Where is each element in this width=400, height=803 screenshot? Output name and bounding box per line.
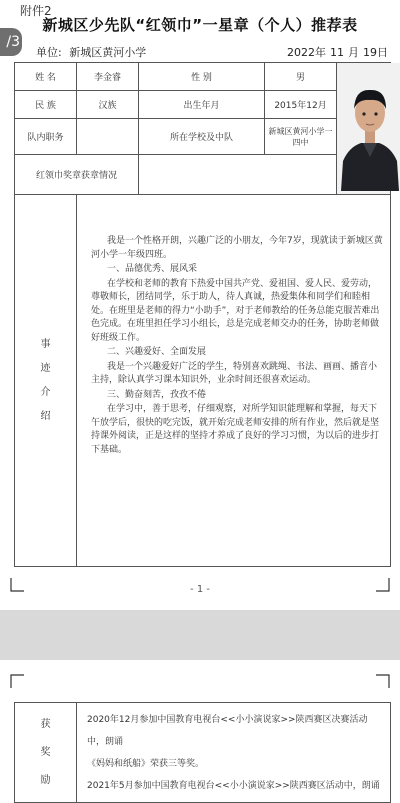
name-label: 姓 名 xyxy=(15,63,77,91)
student-photo xyxy=(337,63,391,195)
awards-label-char: 励 xyxy=(40,774,51,786)
award-line: 《妈妈和纸船》荣获三等奖。 xyxy=(87,759,205,769)
school-label: 所在学校及中队 xyxy=(139,119,265,155)
student-photo-image xyxy=(337,63,400,191)
awards-label-char: 获 xyxy=(40,718,51,730)
unit-label: 单位: xyxy=(36,46,62,59)
award-line: 2020年12月参加中国教育电视台<<小小演说家>>陕西赛区决赛活动中，朗诵 xyxy=(87,715,368,747)
deeds-heading: 三、勤奋刻苦，孜孜不倦 xyxy=(107,389,207,400)
awards-content xyxy=(77,703,391,803)
gender-label: 性 别 xyxy=(139,63,265,91)
deeds-label xyxy=(15,195,77,567)
awards-table xyxy=(14,702,391,803)
crop-mark-icon xyxy=(376,674,390,688)
deeds-paragraph: 我是一个性格开朗，兴趣广泛的小朋友，今年7岁，现就读于新城区黄河小学一年级四班。 xyxy=(91,236,383,260)
deeds-heading: 二、兴趣爱好、全面发展 xyxy=(107,347,207,357)
attachment-label: 附件2 xyxy=(20,4,52,18)
deeds-heading: 一、品德优秀、展风采 xyxy=(107,264,198,274)
position-label: 队内职务 xyxy=(15,119,77,155)
awards-status-label: 红领巾奖章获章情况 xyxy=(15,155,139,195)
page-indicator-badge[interactable]: /3 xyxy=(0,28,22,56)
recommendation-form-table xyxy=(14,62,391,567)
birth-value: 2015年12月 xyxy=(265,91,337,119)
crop-mark-icon xyxy=(10,674,24,688)
date-year: 2022年 xyxy=(287,46,326,59)
awards-status-value xyxy=(139,155,337,195)
unit-line xyxy=(36,44,390,60)
unit-value: 新城区黄河小学 xyxy=(69,46,147,59)
deeds-label-char: 绍 xyxy=(40,410,51,422)
page-number: - 1 - xyxy=(190,584,210,595)
deeds-paragraph: 在学习中，善于思考，仔细观察，对所学知识能理解和掌握，每天下午放学后，很快的吃完饭，就开始完成老师安排的所有作业，然后就是坚持课外阅读，正是这样的坚持才养成了良好的学习习惯，为以后的进步打下基础。 xyxy=(91,404,380,455)
deeds-content xyxy=(77,195,391,567)
birth-label: 出生年月 xyxy=(139,91,265,119)
deeds-label-char: 迹 xyxy=(40,362,51,374)
position-value xyxy=(77,119,139,155)
date-month: 11 xyxy=(330,46,344,59)
deeds-paragraph: 在学校和老师的教育下热爱中国共产党、爱祖国、爱人民、爱劳动，尊敬师长，团结同学，乐于助人，待人真诚，热爱集体和同学们和睦相处。在班里是老师的得力“小助手”，对于老师教给的任务总能克服苦难出色完成。在班里担任学习小组长，总是完成老师交办的任务，协助老师做好班级工作。 xyxy=(91,278,380,343)
name-value: 李金睿 xyxy=(77,63,139,91)
awards-label xyxy=(15,703,77,803)
awards-label-char: 奖 xyxy=(40,746,51,758)
award-line: 2021年5月参加中国教育电视台<<小小演说家>>陕西赛区活动中，朗诵 xyxy=(87,781,380,791)
date-day: 19日 xyxy=(363,46,388,59)
ethnicity-label: 民 族 xyxy=(15,91,77,119)
page-gap xyxy=(0,610,400,660)
ethnicity-value: 汉族 xyxy=(77,91,139,119)
deeds-label-char: 介 xyxy=(40,386,51,398)
gender-value: 男 xyxy=(265,63,337,91)
form-date xyxy=(285,44,390,60)
deeds-paragraph: 我是一个兴趣爱好广泛的学生，特别喜欢跳绳、书法、画画、播音小主持，除认真学习课本知识外，业余时间还很喜欢运动。 xyxy=(91,361,378,385)
deeds-label-char: 事 xyxy=(40,338,51,350)
date-month-unit: 月 xyxy=(348,46,359,59)
school-value: 新城区黄河小学一四中 xyxy=(265,119,337,155)
document-title: 新城区少先队“红领巾”一星章（个人）推荐表 xyxy=(42,16,358,34)
